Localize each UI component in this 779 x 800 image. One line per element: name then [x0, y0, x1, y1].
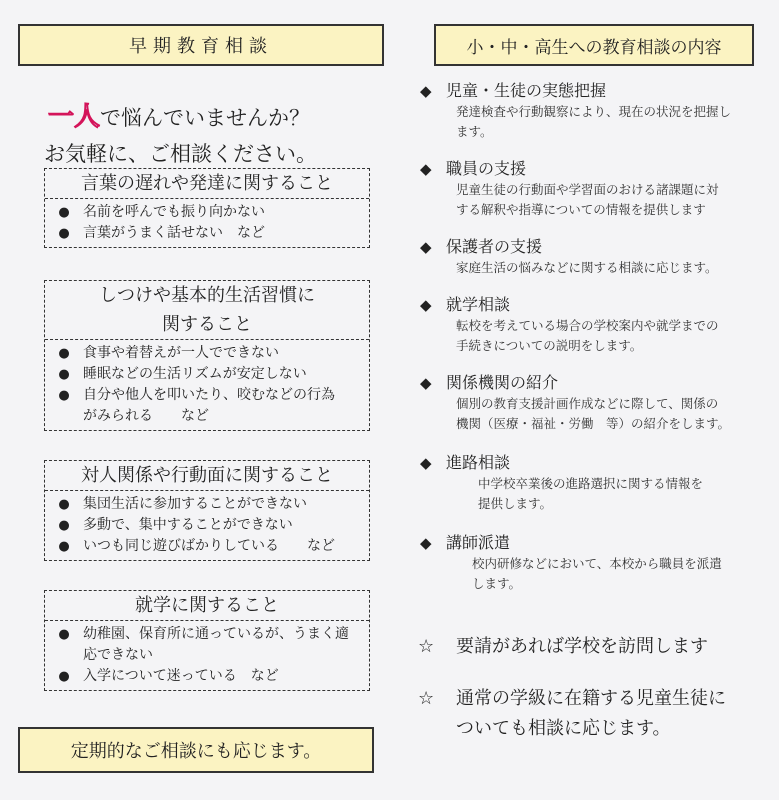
list-item: ● 言葉がうまく話せない など — [45, 223, 369, 244]
star-icon: ☆ — [418, 636, 435, 657]
bullet-icon: ● — [58, 205, 70, 220]
list-item: ● いつも同じ遊びばかりしている など — [45, 536, 369, 557]
service-title: 保護者の支援 — [446, 237, 543, 256]
service-item — [420, 452, 760, 514]
bullet-icon: ● — [58, 518, 70, 533]
service-description: 校内研修などにおいて、本校から職員を派遣 します。 — [472, 556, 722, 591]
diamond-icon: ◆ — [420, 374, 432, 392]
service-title: 講師派遣 — [446, 533, 511, 552]
star-note: ☆ 要請があれば学校を訪問します — [418, 632, 763, 662]
list-item: ● 集団生活に参加することができない — [45, 494, 369, 515]
service-title: 関係機関の紹介 — [446, 373, 559, 392]
service-item — [420, 372, 760, 434]
intro-line-2: お気軽に、ご相談ください。 — [44, 142, 317, 166]
category-title: 就学に関すること — [45, 591, 369, 621]
early-consultation-banner — [18, 24, 384, 66]
diamond-icon: ◆ — [420, 160, 432, 178]
category-title: 言葉の遅れや発達に関すること — [45, 169, 369, 199]
intro-line-1-rest: で悩んでいませんか？ — [100, 106, 311, 130]
service-description: 個別の教育支援計画作成などに際して、関係の 機関（医療・福祉・労働 等）の紹介をします。 — [456, 396, 731, 431]
diamond-icon: ◆ — [420, 82, 432, 100]
list-item: ● 自分や他人を叩いたり、咬むなどの行為 がみられる など — [45, 385, 369, 427]
bullet-icon: ● — [58, 669, 70, 684]
star-note: ☆ 通常の学級に在籍する児童生徒に ついても相談に応じます。 — [418, 684, 763, 744]
regular-consultation-banner — [18, 727, 374, 773]
category-box-habits — [44, 280, 370, 431]
service-item — [420, 532, 760, 594]
category-title: しつけや基本的生活習慣に 関すること — [45, 281, 369, 340]
diamond-icon: ◆ — [420, 296, 432, 314]
list-item: ● 睡眠などの生活リズムが安定しない — [45, 364, 369, 385]
service-item — [420, 294, 760, 356]
category-box-social — [44, 460, 370, 561]
service-title: 就学相談 — [446, 295, 511, 314]
diamond-icon: ◆ — [420, 454, 432, 472]
bullet-icon: ● — [58, 367, 70, 382]
bullet-icon: ● — [58, 226, 70, 241]
early-consultation-title: 早期教育相談 — [129, 36, 273, 57]
school-consultation-banner — [434, 24, 754, 66]
list-item: ● 食事や着替えが一人でできない — [45, 343, 369, 364]
service-title: 児童・生徒の実態把握 — [446, 81, 607, 100]
service-description: 転校を考えている場合の学校案内や就学までの 手続きについての説明をします。 — [456, 318, 719, 353]
category-box-schooling — [44, 590, 370, 691]
intro-line-1 — [48, 96, 310, 133]
regular-consultation-text: 定期的なご相談にも応じます。 — [70, 741, 322, 762]
intro-emphasis: 一人 — [48, 102, 101, 132]
category-title: 対人関係や行動面に関すること — [45, 461, 369, 491]
star-icon: ☆ — [418, 688, 435, 709]
service-title: 進路相談 — [446, 453, 511, 472]
service-title: 職員の支援 — [446, 159, 527, 178]
diamond-icon: ◆ — [420, 238, 432, 256]
school-consultation-title: 小・中・高生への教育相談の内容 — [466, 37, 722, 58]
service-description: 児童生徒の行動面や学習面のおける諸課題に対 する解釈や指導についての情報を提供します — [456, 182, 719, 217]
bullet-icon: ● — [58, 346, 70, 361]
bullet-icon: ● — [58, 388, 70, 403]
service-item — [420, 158, 760, 220]
category-box-language — [44, 168, 370, 248]
service-item — [420, 80, 760, 142]
list-item: ● 幼稚園、保育所に通っているが、うまく適 応できない — [45, 624, 369, 666]
list-item: ● 入学について迷っている など — [45, 666, 369, 687]
bullet-icon: ● — [58, 497, 70, 512]
bullet-icon: ● — [58, 539, 70, 554]
bullet-icon: ● — [58, 627, 70, 642]
service-description: 中学校卒業後の進路選択に関する情報を 提供します。 — [478, 476, 704, 511]
list-item: ● 多動で、集中することができない — [45, 515, 369, 536]
service-item — [420, 236, 760, 278]
service-description: 家庭生活の悩みなどに関する相談に応じます。 — [456, 260, 718, 275]
service-description: 発達検査や行動観察により、現在の状況を把握し ます。 — [456, 104, 732, 139]
list-item: ● 名前を呼んでも振り向かない — [45, 202, 369, 223]
diamond-icon: ◆ — [420, 534, 432, 552]
